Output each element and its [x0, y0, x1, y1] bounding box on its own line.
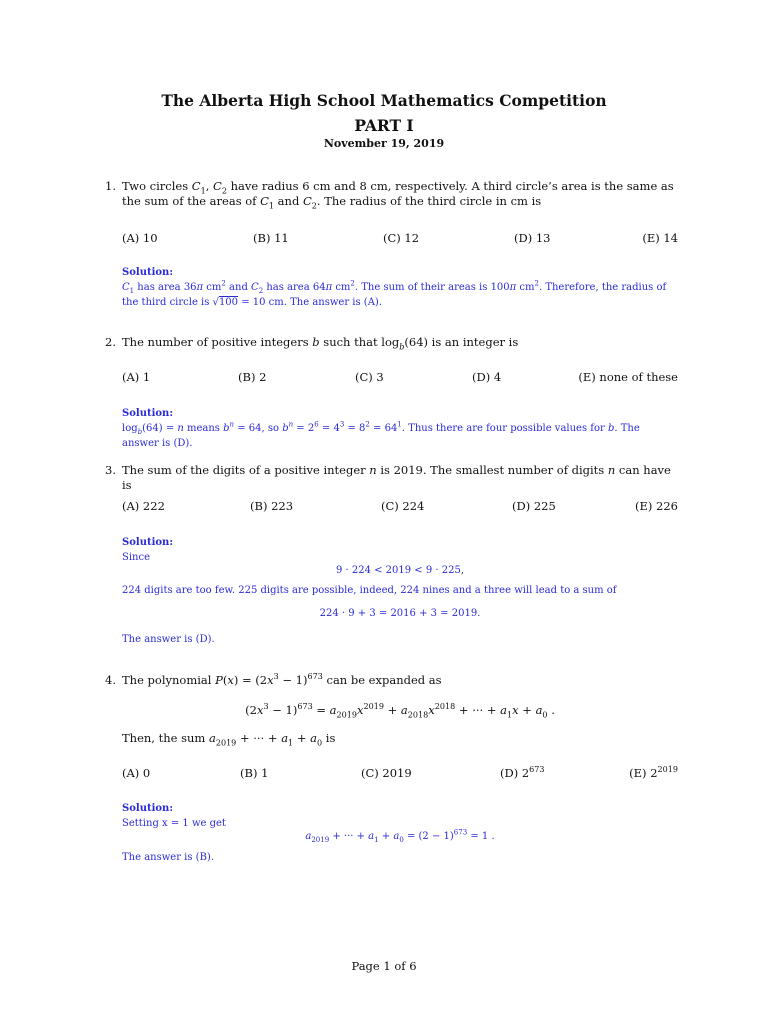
choice-e: (E) $2^{2019}$ [629, 765, 678, 780]
choice-e: (E) none of these [578, 370, 678, 384]
solution-label: Solution: [122, 267, 174, 278]
choice-b: (B) 11 [253, 231, 289, 245]
solution-since: Since [122, 552, 151, 563]
question-2 [105, 335, 683, 350]
solution-answer: The answer is (D). [122, 634, 215, 645]
choice-a: (A) 10 [122, 231, 158, 245]
question-text: Then, the sum $a_{2019}$ + ··· + $a_1 + a_0$ is [122, 731, 336, 748]
question-3 [105, 463, 683, 493]
document-title: The Alberta High School Mathematics Competition [161, 91, 607, 110]
choice-c: (C) 224 [381, 499, 425, 513]
question-text: The sum of the digits of a positive integer n is 2019. The smallest number of digits n can have is [122, 463, 671, 492]
solution-3 [122, 535, 678, 565]
solution-equation: 9 · 224 < 2019 < 9 · 225, [335, 565, 465, 576]
solution-text: $\log_b(64) = n$ means $b^n = 64$, so $b^n = 2^6 = 4^3 = 8^2 = 64^1$. Thus there are four possible values for b. The answer is (D). [122, 420, 640, 449]
solution-equation: $a_{2019}$ + ··· + $a_1 + a_0 = (2 - 1)^{673} = 1$ . [305, 828, 495, 844]
choice-d: (D) 13 [514, 231, 551, 245]
page-number: Page 1 of 6 [351, 959, 417, 973]
question-text: The polynomial $P(x) = (2x^3 - 1)^{673}$ can be expanded as [122, 672, 442, 687]
question-4-part2 [105, 731, 683, 746]
solution-label: Solution: [122, 803, 174, 814]
choice-c: (C) 3 [355, 370, 384, 384]
part-heading: PART I [354, 116, 414, 135]
question-number: 2. [105, 335, 116, 349]
choice-d: (D) $2^{673}$ [500, 765, 545, 780]
choice-b: (B) 1 [240, 766, 269, 780]
choice-a: (A) 1 [122, 370, 151, 384]
choice-a: (A) 222 [122, 499, 165, 513]
solution-1 [122, 265, 678, 310]
choice-b: (B) 2 [238, 370, 267, 384]
answer-choices [122, 499, 678, 515]
choice-d: (D) 225 [512, 499, 556, 513]
choice-c: (C) 2019 [361, 766, 412, 780]
choice-c: (C) 12 [383, 231, 420, 245]
expansion-equation: $(2x^3 - 1)^{673} = a_{2019}x^{2019} + a_{2018}x^{2018}$ + ··· + $a_1x + a_0$ . [245, 702, 555, 720]
solution-equation: 224 · 9 + 3 = 2016 + 3 = 2019. [319, 608, 481, 619]
choice-d: (D) 4 [472, 370, 502, 384]
choice-e: (E) 14 [642, 231, 678, 245]
solution-setting: Setting x = 1 we get [122, 818, 226, 829]
solution-text: 224 digits are too few. 225 digits are possible, indeed, 224 nines and a three will lead to a sum of [122, 585, 617, 596]
question-number: 1. [105, 179, 116, 193]
question-number: 3. [105, 463, 116, 477]
answer-choices [122, 370, 678, 386]
question-text: Two circles $C_1$, $C_2$ have radius 6 cm and 8 cm, respectively. A third circle’s area is the same as the sum of the areas of $C_1$ and $C_2$. The radius of the third circle in cm is [122, 179, 674, 211]
choice-b: (B) 223 [250, 499, 294, 513]
solution-label: Solution: [122, 537, 174, 548]
question-1 [105, 179, 683, 209]
solution-answer: The answer is (B). [122, 852, 215, 863]
date-heading: November 19, 2019 [323, 137, 445, 150]
choice-e: (E) 226 [635, 499, 678, 513]
answer-choices [122, 766, 678, 782]
choice-a: (A) 0 [122, 766, 151, 780]
answer-choices [122, 231, 678, 247]
solution-text: $C_1$ has area 36π $cm^2$ and $C_2$ has area 64π $cm^2$. The sum of their areas is 100π $cm^2$. Therefore, the radius of the third circle is √100 = 10 cm. The answer is (A). [122, 279, 667, 308]
question-4 [105, 673, 683, 688]
solution-2 [122, 406, 678, 451]
solution-label: Solution: [122, 408, 174, 419]
solution-4 [122, 801, 678, 831]
question-text: The number of positive integers b such that $\log_b(64)$ is an integer is [122, 335, 519, 352]
question-number: 4. [105, 673, 116, 687]
